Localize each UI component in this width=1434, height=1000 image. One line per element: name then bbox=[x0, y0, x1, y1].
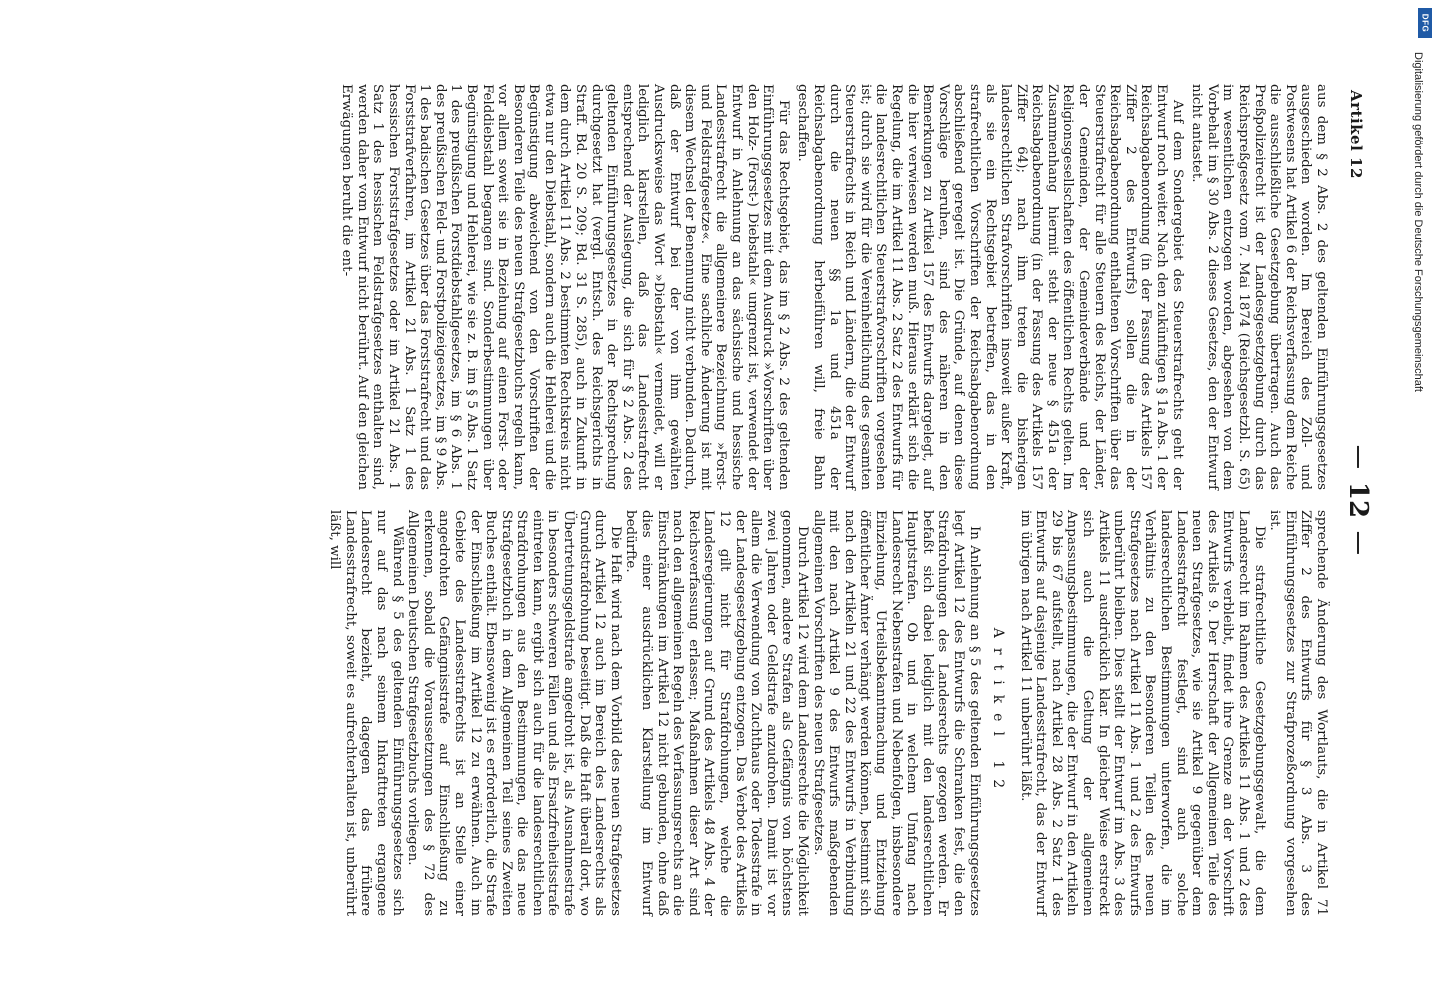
page-number: 12 bbox=[1343, 481, 1373, 519]
paragraph: sprechende Änderung des Wortlauts, die in Artikel 71 Ziffer 2 des Entwurfs für § 3 Abs. 3 des Einführungsgesetzes zur Strafprozeßordnung vorgesehen ist. bbox=[1267, 510, 1329, 916]
article-heading: Artikel 12 bbox=[990, 627, 1007, 799]
paragraph: Die strafrechtliche Gesetzgebungsgewalt, die dem Landesrecht im Rahmen des Artikels 11 Abs. 1 und 2 des Entwurfs verbleibt, findet ihre Grenze an der Vorschrift des Artikels 9. Der Herrschaft der Allgemeinen Teile des neuen Strafgesetzes, wie sie Artikel 9 gegenüber dem Landesstrafrecht festlegt, sind auch solche landesrechtlichen Bestimmungen unterworfen, die im Verhältnis zu den Besonderen Teilen des neuen Strafgesetzes nach Artikel 11 Abs. 1 und 2 des Entwurfs unberührt bleiben. Dies stellt der Entwurf im Abs. 3 des Artikels 11 ausdrücklich klar. In gleicher Weise erstreckt sich auch die Geltung der allgemeinen Anpassungsbestimmungen, die der Entwurf in den Artikeln 29 bis 67 aufstellt, nach Artikel 28 Abs. 2 Satz 1 des Entwurfs auf dasjenige Landesstrafrecht, das der Entwurf im übrigen nach Artikel 11 unberührt läßt. bbox=[1017, 510, 1267, 916]
paragraph: In Anlehnung an § 5 des geltenden Einführungsgesetzes legt Artikel 12 des Entwurfs die Schranken fest, die den Strafdrohungen des Landesrechts gezogen werden. Er befaßt sich dabei lediglich mit den landesrechtlichen Hauptstrafen. Ob und in welchem Umfang nach Landesrecht Nebenstrafen und Nebenfolgen, insbesondere Einziehung, Urteilsbekanntmachung und Entziehung öffentlicher Ämter verhängt werden können, bestimmt sich nach den Artikeln 21 und 22 des Entwurfs in Verbindung mit den nach Artikel 9 des Entwurfs maßgebenden allgemeinen Vorschriften des neuen Strafgesetzes. bbox=[810, 510, 982, 916]
dash-left bbox=[1357, 446, 1359, 468]
left-column bbox=[327, 84, 1329, 490]
paragraph: Durch Artikel 12 wird dem Landesrechte die Möglichkeit genommen, andere Strafen als Gefängnis von höchstens zwei Jahren oder Geldstrafe anzudrohen. Damit ist vor allem die Verwendung von Zuchthaus oder Todesstrafe in der Landesgesetzgebung entzogen. Das Verbot des Artikels 12 gilt nicht für Strafdrohungen, welche die Landesregierungen auf Grund des Artikels 48 Abs. 4 der Reichsverfassung erlassen; Maßnahmen dieser Art sind nach den allgemeinen Regeln des Verfassungsrechts an die Einschränkungen im Artikel 12 nicht gebunden, ohne daß dies einer ausdrücklichen Klarstellung im Entwurf bedürfte. bbox=[623, 510, 810, 916]
page-header bbox=[1333, 84, 1373, 916]
running-head: Artikel 12 bbox=[1347, 90, 1365, 179]
dfg-logo bbox=[1418, 8, 1432, 38]
digitization-note: Digitalisierung gefördert durch die Deutsche Forschungsgemeinschaft bbox=[1412, 52, 1424, 392]
paragraph: Auf dem Sondergebiet des Steuerstrafrechts geht der Entwurf noch weiter. Nach den zukünftigen § 1a Abs. 1 der Reichsabgabenordnung (in der Fassung des Artikels 157 Ziffer 2 des Entwurfs) sollen die in der Reichsabgabenordnung enthaltenen Vorschriften über das Steuerstrafrecht für alle Steuern des Reichs, der Länder, der Gemeinden, der Gemeindeverbände und der Religionsgesellschaften des öffentlichen Rechts gelten. Im Zusammenhang hiermit steht der neue § 451a der Reichsabgabenordnung (in der Fassung des Artikels 157 Ziffer 64); nach ihm treten die bisherigen landesrechtlichen Strafvorschriften insoweit außer Kraft, als sie ein Rechtsgebiet betreffen, das in den strafrechtlichen Vorschriften der Reichsabgabenordnung abschließend geregelt ist. Die Gründe, auf denen diese Vorschläge beruhen, sind des näheren in den Bemerkungen zu Artikel 157 des Entwurfs dargelegt, auf die hier verwiesen werden muß. Hieraus erklärt sich die Regelung, die im Artikel 11 Abs. 2 Satz 2 des Entwurfs für die landesrechtlichen Steuerstrafvorschriften vorgesehen ist; durch sie wird für die Vereinheitlichung des gesamten Steuerstrafrechts in Reich und Ländern, die der Entwurf durch die neuen §§ 1a und 451a der Reichsabgabenordnung herbeiführen will, freie Bahn geschaffen. bbox=[795, 84, 1185, 490]
paragraph: Während § 5 des geltenden Einführungsgesetzes sich nur auf das nach seinem Inkrafttreten ergangene Landesrecht bezieht, dagegen das frühere Landesstrafrecht, soweit es aufrechterhalten ist, unberührt läßt, will bbox=[327, 510, 405, 916]
paragraph: aus dem § 2 Abs. 2 des geltenden Einführungsgesetzes ausgeschieden worden. Im Bereich des Zoll- und Postwesens hat Artikel 6 der Reichsverfassung dem Reiche die ausschließliche Gesetzgebung übertragen. Auch das Preßpolizeirecht ist der Landesgesetzgebung durch das Reichspreßgesetz vom 7. Mai 1874 (Reichsgesetzbl. S. 65) im wesentlichen entzogen worden, abgesehen von dem Vorbehalt im § 30 Abs. 2 dieses Gesetzes, den der Entwurf nicht antastet. bbox=[1189, 84, 1329, 490]
paragraph: Für das Rechtsgebiet, das im § 2 Abs. 2 des geltenden Einführungsgesetzes mit dem Ausdruck »Vorschriften über den Holz- (Forst-) Diebstahl« umgrenzt ist, verwendet der Entwurf in Anlehnung an das sächsische und hessische Landesstrafrecht die allgemeinere Bezeichnung »Forst- und Feldstrafgesetze«. Eine sachliche Änderung ist mit diesem Wechsel der Benennung nicht verbunden. Dadurch, daß der Entwurf bei der von ihm gewählten Ausdrucksweise das Wort »Diebstahl« vermeidet, will er lediglich klarstellen, daß das Landesstrafrecht entsprechend der Auslegung, die sich für § 2 Abs. 2 des geltenden Einführungsgesetzes in der Rechtsprechung durchgesetzt hat (vergl. Entsch. des Reichsgerichts in Straff. Bd. 20 S. 209; Bd. 31 S. 285), auch in Zukunft in dem durch Artikel 11 Abs. 2 bestimmten Rechtskreis nicht etwa nur den Diebstahl, sondern auch die Hehlerei und die Begünstigung abweichend von den Vorschriften der Besonderen Teile des neuen Strafgesetzbuchs regeln kann, vor allem soweit sie in Beziehung auf einen Forst- oder Felddiebstahl begangen sind. Sonderbestimmungen über Begünstigung und Hehlerei, wie sie z. B. im § 5 Abs. 1 Satz 1 des preußischen Forstdiebstahlgesetzes, im § 6 Abs. 1 des preußischen Feld- und Forstpolizeigesetzes, im § 9 Abs. 1 des badischen Gesetzes über das Forststrafrecht und das Forststrafverfahren, im Artikel 21 Abs. 1 Satz 1 des hessischen Forststrafgesetzes oder im Artikel 21 Abs. 1 Satz 1 des hessischen Feldstrafgesetzes enthalten sind, werden daher vom Entwurf nicht berührt. Auf den gleichen Erwägungen beruht die ent- bbox=[339, 84, 791, 490]
paragraph: Die Haft wird nach dem Vorbild des neuen Strafgesetzes durch Artikel 12 auch im Bereich des Landesrechts als Grundstrafdrohung beseitigt. Daß die Haft überall dort, wo Übertretungsgeldstrafe angedroht ist, als Ausnahmestrafe in besonders schweren Fällen und als Ersatzfreiheitsstrafe eintreten kann, ergibt sich auch für die landesrechtlichen Strafdrohungen aus den Bestimmungen, die das neue Strafgesetzbuch in dem Allgemeinen Teil seines Zweiten Buches enthält. Ebensowenig ist es erforderlich, die Strafe der Einschließung im Artikel 12 zu erwähnen. Auch im Gebiete des Landesstrafrechts ist an Stelle einer angedrohten Gefängnisstrafe auf Einschließung zu erkennen, sobald die Voraussetzungen des § 72 des Allgemeinen Deutschen Strafgesetzbuchs vorliegen. bbox=[405, 510, 623, 916]
text-columns bbox=[327, 84, 1329, 916]
dash-right bbox=[1357, 532, 1359, 554]
document-page bbox=[47, 60, 1387, 940]
dfg-logo-text: DFG bbox=[1420, 13, 1430, 33]
page-number-block bbox=[1343, 446, 1373, 554]
digitization-credit bbox=[1412, 6, 1432, 996]
right-column bbox=[327, 510, 1329, 916]
